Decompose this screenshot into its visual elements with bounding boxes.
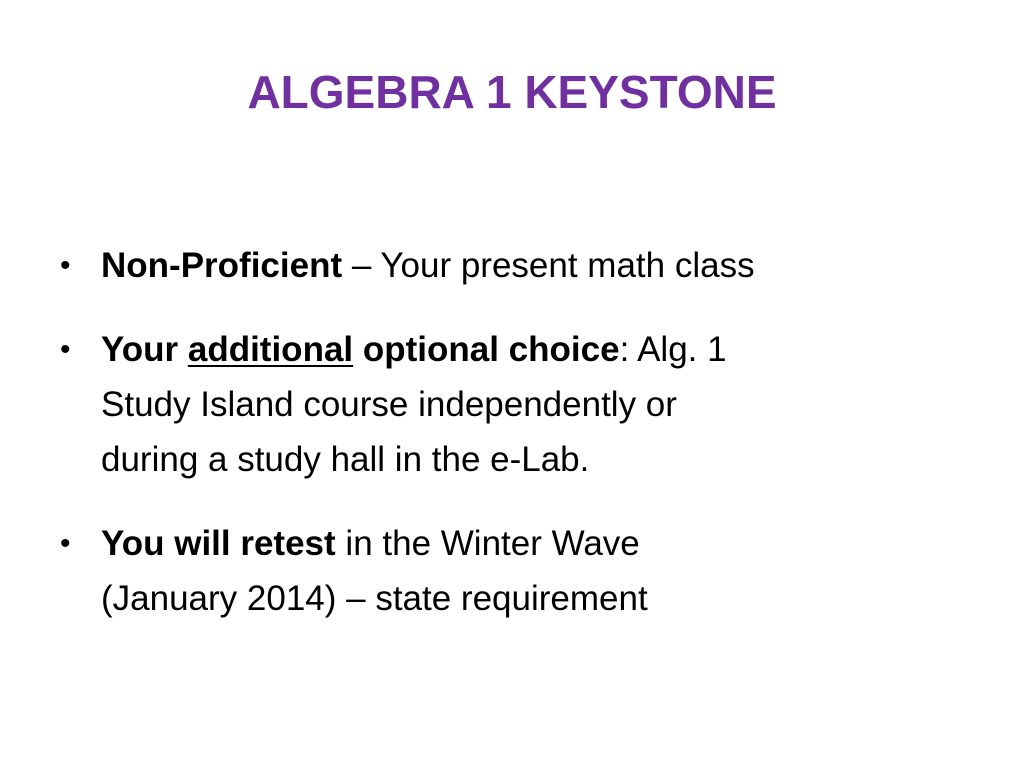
bullet-icon: • [60, 527, 71, 560]
bullet-text-line-3: during a study hall in the e-Lab. [101, 440, 590, 479]
slide-title: ALGEBRA 1 KEYSTONE [247, 66, 777, 118]
bullet-text-line-2: Study Island course independently or [101, 385, 677, 424]
bullet-item-additional-choice [60, 322, 940, 487]
bullet-list [60, 238, 940, 655]
bullet-text [101, 238, 940, 293]
bullet-plain-text: : Alg. 1 [619, 330, 727, 369]
bullet-bold-text: Your [101, 330, 188, 369]
bullet-icon: • [60, 249, 71, 282]
bullet-underlined-text: additional [187, 330, 354, 369]
bullet-text-line-1 [101, 322, 940, 377]
bullet-bold-text: Non-Proficient [101, 246, 343, 285]
bullet-bold-text: optional choice [353, 330, 620, 369]
bullet-item-non-proficient [60, 238, 940, 293]
bullet-plain-text: in the Winter Wave [335, 524, 640, 563]
bullet-text-line-1 [101, 516, 940, 571]
bullet-bold-text: You will retest [101, 524, 336, 563]
bullet-plain-text: – Your present math class [342, 246, 755, 285]
bullet-icon: • [60, 333, 71, 366]
bullet-text-line-2: (January 2014) – state requirement [101, 579, 648, 618]
bullet-item-retest [60, 516, 940, 626]
